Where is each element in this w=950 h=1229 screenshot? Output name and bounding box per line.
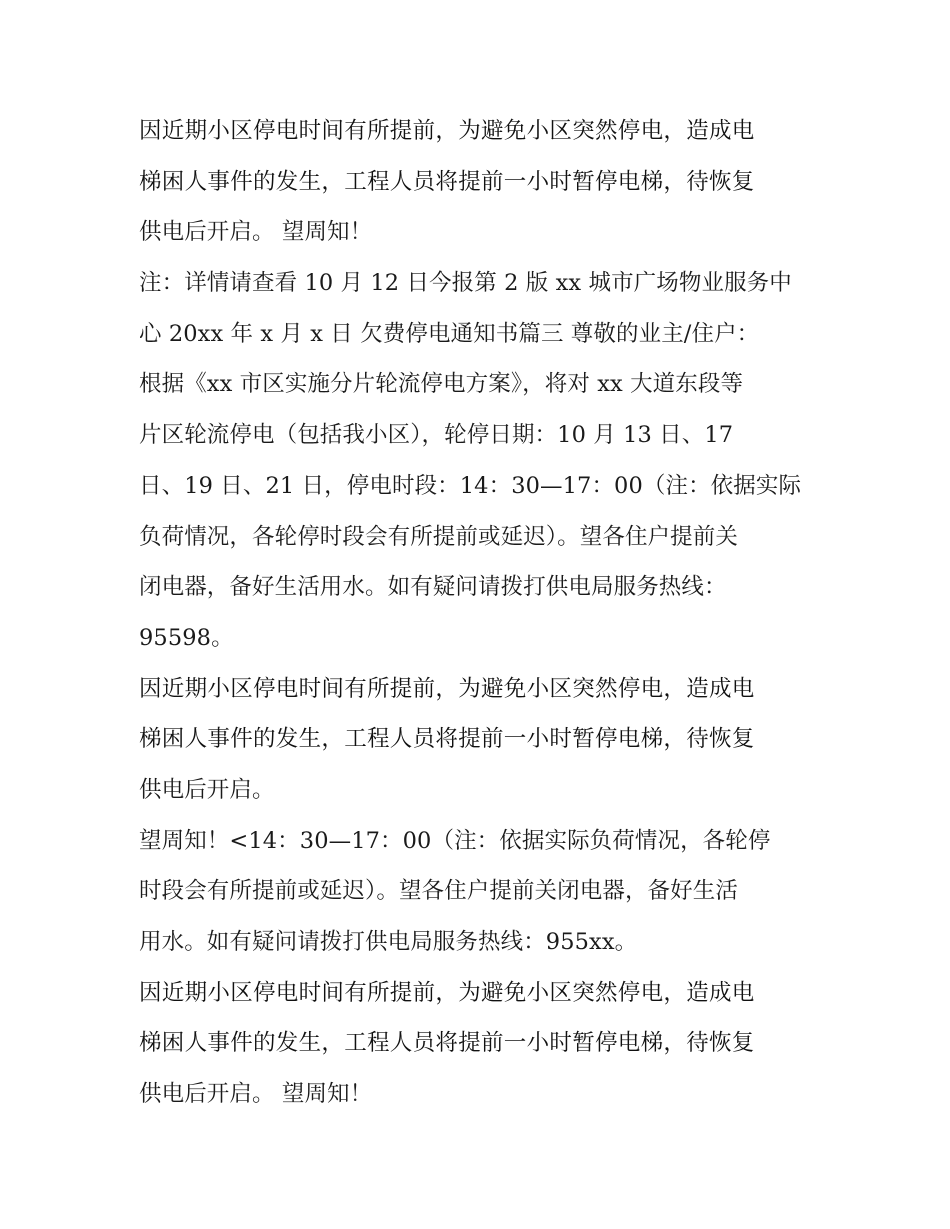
- text-line-9: 负荷情况，各轮停时段会有所提前或延迟）。望各住户提前关: [139, 523, 738, 550]
- document-page: [139, 106, 819, 1120]
- text-line-18: 因近期小区停电时间有所提前，为避免小区突然停电，造成电: [139, 979, 755, 1006]
- text-line-5: 心 20xx 年 x 月 x 日 欠费停电通知书篇三 尊敬的业主/住户：: [139, 320, 760, 347]
- text-line-13: 梯困人事件的发生，工程人员将提前一小时暂停电梯，待恢复: [139, 726, 755, 753]
- text-line-4: 注：详情请查看 10 月 12 日今报第 2 版 xx 城市广场物业服务中: [139, 270, 792, 297]
- text-line-12: 因近期小区停电时间有所提前，为避免小区突然停电，造成电: [139, 675, 755, 702]
- text-line-11: 95598。: [139, 624, 234, 651]
- text-line-7: 片区轮流停电（包括我小区），轮停日期：10 月 13 日、17: [139, 422, 734, 449]
- text-line-2: 梯困人事件的发生，工程人员将提前一小时暂停电梯，待恢复: [139, 168, 755, 195]
- text-line-14: 供电后开启。: [139, 776, 275, 803]
- text-line-3: 供电后开启。 望周知！: [139, 219, 373, 246]
- text-line-15: 望周知！<14：30—17：00（注：依据实际负荷情况，各轮停: [139, 827, 771, 854]
- text-line-16: 时段会有所提前或延迟）。望各住户提前关闭电器，备好生活: [139, 878, 738, 905]
- text-line-1: 因近期小区停电时间有所提前，为避免小区突然停电，造成电: [139, 118, 755, 144]
- text-line-8: 日、19 日、21 日，停电时段：14：30—17：00（注：依据实际: [139, 472, 802, 499]
- text-line-20: 供电后开启。 望周知！: [139, 1081, 373, 1108]
- text-line-19: 梯困人事件的发生，工程人员将提前一小时暂停电梯，待恢复: [139, 1030, 755, 1057]
- text-line-17: 用水。如有疑问请拨打供电局服务热线：955xx。: [139, 929, 638, 955]
- text-line-6: 根据《xx 市区实施分片轮流停电方案》，将对 xx 大道东段等: [139, 371, 744, 398]
- text-line-10: 闭电器，备好生活用水。如有疑问请拨打供电局服务热线：: [139, 574, 727, 601]
